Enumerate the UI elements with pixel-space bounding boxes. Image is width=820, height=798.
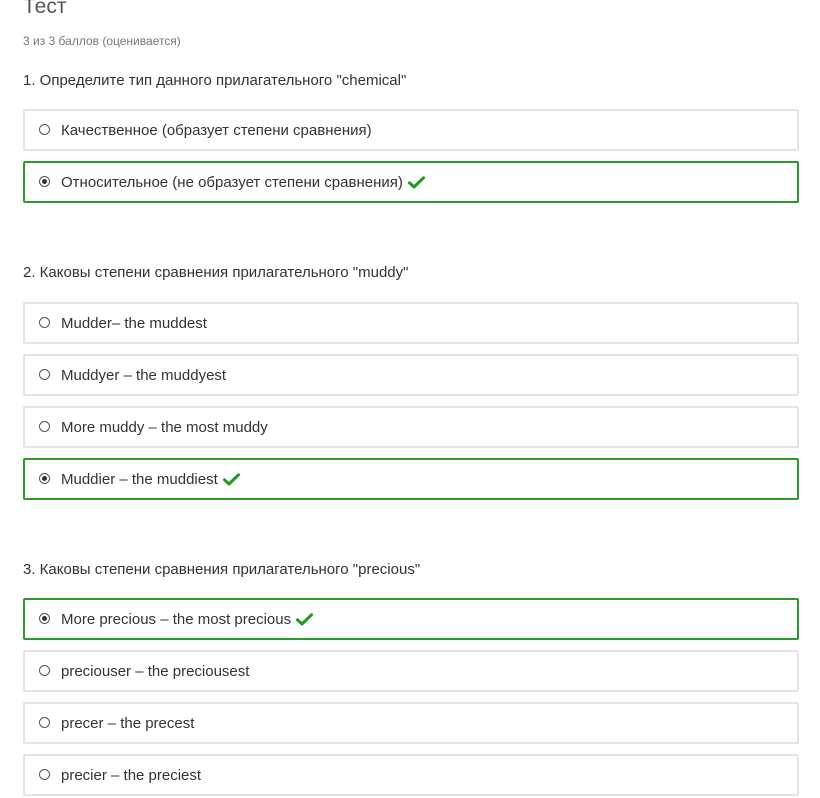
option-label: precer – the precest xyxy=(61,714,195,732)
option-label: preciouser – the preciousest xyxy=(61,662,250,680)
option-label: Mudder– the muddest xyxy=(61,314,207,332)
q2-option-1[interactable] xyxy=(23,302,799,344)
checkmark-icon xyxy=(296,613,313,626)
checkmark-icon xyxy=(223,473,240,486)
page-title: Тест xyxy=(23,0,67,18)
question-2-title: 2. Каковы степени сравнения прилагательного "muddy" xyxy=(23,264,409,281)
q3-option-1[interactable] xyxy=(23,598,799,640)
q3-option-3[interactable] xyxy=(23,702,799,744)
option-label: Muddyer – the muddyest xyxy=(61,366,227,384)
q3-option-4[interactable] xyxy=(23,754,799,796)
option-label: Качественное (образует степени сравнения) xyxy=(61,121,372,139)
q1-option-1[interactable] xyxy=(23,109,799,151)
option-label: Muddier – the muddiest xyxy=(61,470,218,488)
radio-unselected-icon[interactable] xyxy=(39,665,50,676)
question-3-title: 3. Каковы степени сравнения прилагательного "precious" xyxy=(23,561,421,578)
radio-unselected-icon[interactable] xyxy=(39,769,50,780)
question-1-title: 1. Определите тип данного прилагательного "chemical" xyxy=(23,72,407,89)
radio-unselected-icon[interactable] xyxy=(39,124,50,135)
score-summary: 3 из 3 баллов (оценивается) xyxy=(23,34,181,48)
checkmark-icon xyxy=(408,176,425,189)
option-label: More precious – the most precious xyxy=(61,610,292,628)
q2-option-4[interactable] xyxy=(23,458,799,500)
radio-unselected-icon[interactable] xyxy=(39,317,50,328)
option-label: Относительное (не образует степени сравнения) xyxy=(61,173,403,191)
q2-option-2[interactable] xyxy=(23,354,799,396)
radio-selected-icon[interactable] xyxy=(39,176,50,187)
radio-unselected-icon[interactable] xyxy=(39,369,50,380)
q1-option-2[interactable] xyxy=(23,161,799,203)
q2-option-3[interactable] xyxy=(23,406,799,448)
radio-unselected-icon[interactable] xyxy=(39,717,50,728)
option-label: More muddy – the most muddy xyxy=(61,418,268,436)
radio-unselected-icon[interactable] xyxy=(39,421,50,432)
option-label: precier – the preciest xyxy=(61,766,202,784)
radio-selected-icon[interactable] xyxy=(39,473,50,484)
radio-selected-icon[interactable] xyxy=(39,613,50,624)
q3-option-2[interactable] xyxy=(23,650,799,692)
